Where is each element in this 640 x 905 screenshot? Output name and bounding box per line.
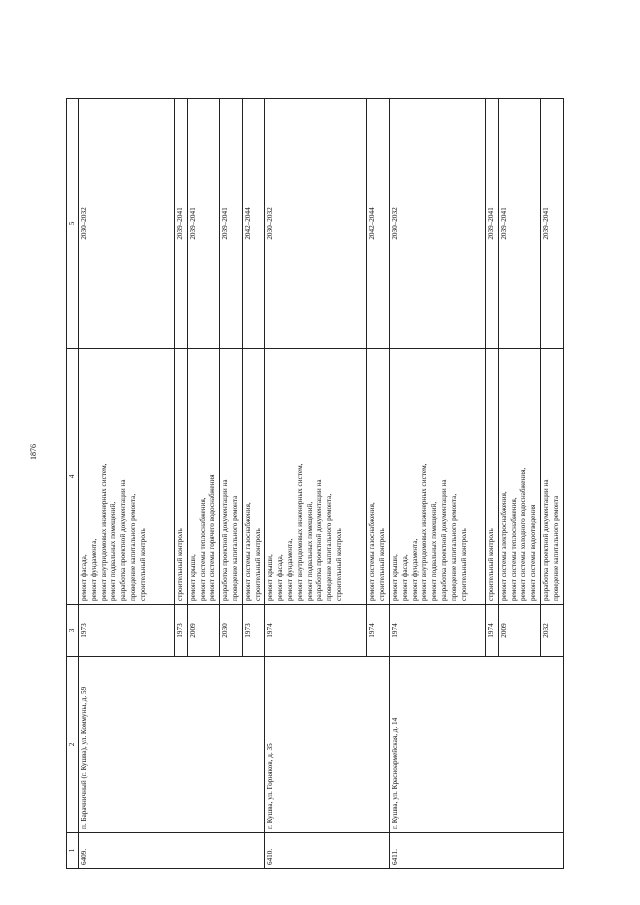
period-cell: 2039–2041 — [220, 99, 243, 349]
year-cell: 1973 — [242, 605, 265, 657]
period-cell: 2039–2041 — [187, 99, 219, 349]
page-number: 1876 — [29, 444, 38, 460]
period-cell: 2030–2032 — [79, 99, 175, 349]
year-cell: 1974 — [265, 605, 367, 657]
record-address: г. Кушва, ул. Красноармейская, д. 14 — [389, 657, 563, 833]
year-cell: 1973 — [79, 605, 175, 657]
year-cell: 1974 — [367, 605, 390, 657]
work-cell: строительный контроль — [485, 349, 498, 605]
record-number: 6411. — [389, 833, 563, 869]
year-cell: 2009 — [498, 605, 540, 657]
column-header: 4 — [67, 349, 79, 605]
period-cell: 2039–2041 — [498, 99, 540, 349]
period-cell: 2030–2032 — [265, 99, 367, 349]
record-number: 6410. — [265, 833, 390, 869]
year-cell: 2032 — [540, 605, 563, 657]
record-address: п. Барачничный (г. Кушва), ул. Коммуны, д. 59 — [79, 657, 265, 833]
table-row — [265, 99, 367, 869]
work-cell: ремонт крыши, ремонт системы теплоснабжения, ремонт системы горячего водоснабжения — [187, 349, 219, 605]
table-row — [79, 99, 175, 869]
table-row — [389, 99, 485, 869]
table-header-row — [67, 99, 79, 869]
work-cell: строительный контроль — [175, 349, 188, 605]
period-cell: 2039–2041 — [485, 99, 498, 349]
period-cell: 2030–2032 — [389, 99, 485, 349]
work-cell: ремонт системы газоснабжения, строительный контроль — [242, 349, 265, 605]
work-cell: ремонт фасада, ремонт фундамента, ремонт внутридомовых инженерных систем, ремонт подвальных помещений, разработка проектной документации на проведение капитального ремонта, строительный контроль — [79, 349, 175, 605]
year-cell: 1973 — [175, 605, 188, 657]
column-header: 3 — [67, 605, 79, 657]
period-cell: 2039–2041 — [540, 99, 563, 349]
capital-repair-table — [66, 98, 564, 869]
work-cell: ремонт системы газоснабжения, строительный контроль — [367, 349, 390, 605]
work-cell: разработка проектной документации на проведение капитального ремонта — [540, 349, 563, 605]
period-cell: 2042–2044 — [242, 99, 265, 349]
column-header: 2 — [67, 657, 79, 833]
year-cell: 2030 — [220, 605, 243, 657]
work-cell: ремонт крыши, ремонт фасада, ремонт фундамента, ремонт внутридомовых инженерных систем, ремонт подвальных помещений, разработка проектной документации на проведение капитального ремонта, строительный контроль — [265, 349, 367, 605]
work-cell: ремонт крыши, ремонт фасада, ремонт фундамента, ремонт внутридомовых инженерных систем, ремонт подвальных помещений, разработка проектной документации на проведение капитального ремонта, строительный контроль — [389, 349, 485, 605]
record-number: 6409. — [79, 833, 265, 869]
work-cell: ремонт системы электроснабжения, ремонт системы теплоснабжения, ремонт системы холодного водоснабжения, ремонт системы водоотведения — [498, 349, 540, 605]
year-cell: 1974 — [389, 605, 485, 657]
work-cell: разработка проектной документации на проведение капитального ремонта — [220, 349, 243, 605]
period-cell: 2039–2041 — [175, 99, 188, 349]
record-address: г. Кушва, ул. Горняков, д. 35 — [265, 657, 390, 833]
column-header: 1 — [67, 833, 79, 869]
period-cell: 2042–2044 — [367, 99, 390, 349]
rotated-table-container — [66, 99, 589, 869]
column-header: 5 — [67, 99, 79, 349]
year-cell: 2009 — [187, 605, 219, 657]
year-cell: 1974 — [485, 605, 498, 657]
